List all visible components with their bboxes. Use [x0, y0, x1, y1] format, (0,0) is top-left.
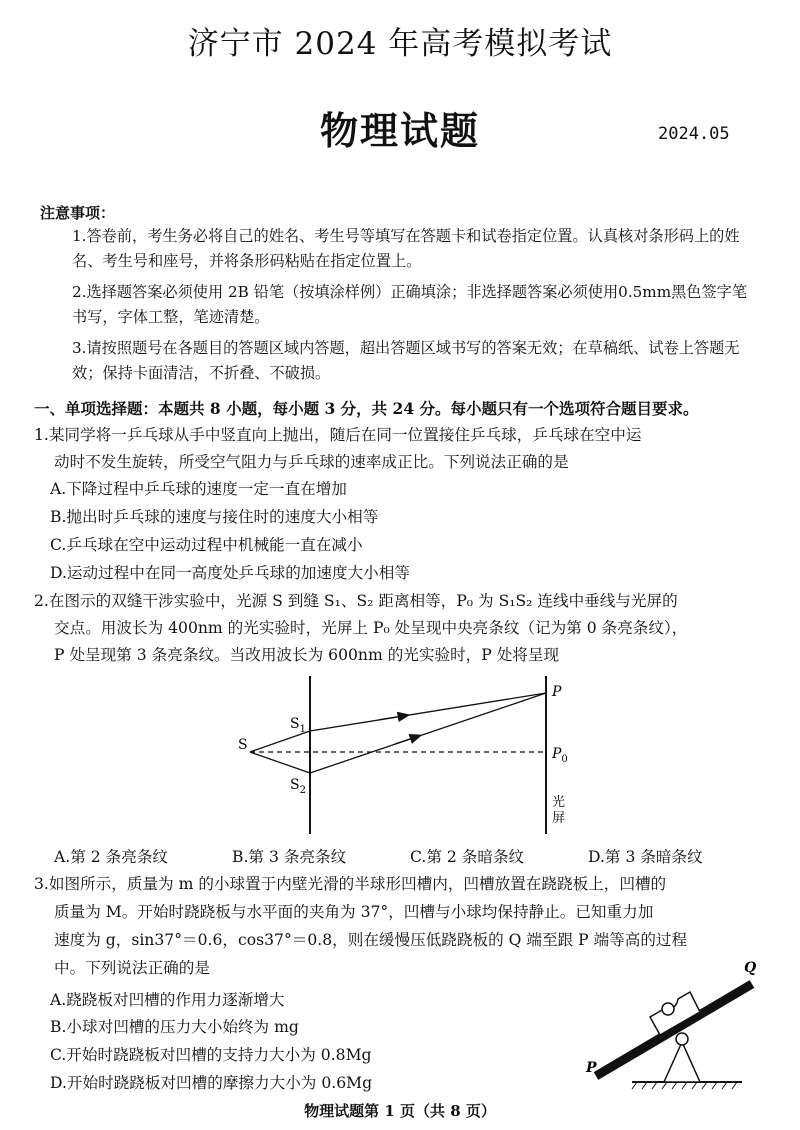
notice-heading: 注意事项：: [40, 204, 116, 222]
subject-title: 物理试题: [319, 108, 480, 153]
double-slit-diagram: [230, 676, 590, 841]
notice-item-1-text: 1.答卷前，考生务必将自己的姓名、考生号等填写在答题卡和试卷指定位置。认真核对条形码上的姓名、考生号和座号，并将条形码粘贴在指定位置上。: [72, 227, 740, 270]
question-2-stem: [34, 588, 769, 669]
section-1-title: 一、单项选择题：本题共 8 小题，每小题 3 分，共 24 分。每小题只有一个选项符合题目要求。: [34, 399, 699, 418]
exam-title: 济宁市 2024 年高考模拟考试: [187, 26, 613, 62]
question-1-stem: [34, 422, 769, 476]
label-p: P: [586, 1060, 597, 1076]
notice-item-3-text: 3.请按照题号在各题目的答题区域内答题，超出答题区域书写的答案无效；在草稿纸、试卷上答题无效；保持卡面清洁，不折叠、不破损。: [72, 339, 740, 382]
label-q: Q: [744, 960, 757, 976]
question-3-option-d: D.开始时跷跷板对凹槽的摩擦力大小为 0.6Mg: [50, 1074, 373, 1092]
seesaw-diagram: [582, 954, 782, 1094]
question-2-option-a: A.第 2 条亮条纹: [54, 848, 169, 866]
ray-s1-to-p: [310, 693, 546, 731]
label-p0: $P_0$: [552, 746, 568, 765]
ray-s-to-s2: [250, 752, 310, 773]
question-3-line-1: 3.如图所示，质量为 m 的小球置于内壁光滑的半球形凹槽内，凹槽放置在跷跷板上，凹槽的: [34, 875, 667, 893]
question-3-option-a: A.跷跷板对凹槽的作用力逐渐增大: [50, 991, 285, 1009]
seesaw-pivot: [676, 1033, 688, 1045]
label-p: P: [552, 684, 562, 700]
question-3-option-c: C.开始时跷跷板对凹槽的支持力大小为 0.8Mg: [50, 1046, 372, 1064]
label-s1: $S_1$: [290, 716, 306, 735]
notice-item-3: [36, 336, 761, 386]
ray-s1-arrow: [380, 715, 408, 720]
question-3-line-2: 质量为 M。开始时跷跷板与水平面的夹角为 37°，凹槽与小球均保持静止。已知重力加: [54, 903, 654, 921]
notice-item-2: [36, 280, 761, 330]
ray-s2-to-p: [310, 693, 546, 773]
question-2-line-2: 交点。用波长为 400nm 的光实验时，光屏上 P₀ 处呈现中央亮条纹（记为第 0 条亮条纹），: [54, 619, 688, 637]
notice-item-1: [36, 224, 761, 274]
label-s: S: [238, 737, 248, 753]
screen-label-1: 光: [552, 795, 566, 810]
question-2-line-1: 2.在图示的双缝干涉实验中，光源 S 到缝 S₁、S₂ 距离相等，P₀ 为 S₁S₂ 连线中垂线与光屏的: [34, 592, 678, 610]
question-2-option-b: B.第 3 条亮条纹: [232, 848, 347, 866]
question-1-option-c: C.乒乓球在空中运动过程中机械能一直在减小: [50, 536, 363, 554]
notice-item-2-text: 2.选择题答案必须使用 2B 铅笔（按填涂样例）正确填涂；非选择题答案必须使用0.5mm黑色签字笔书写，字体工整，笔迹清楚。: [72, 283, 748, 326]
question-3-option-b: B.小球对凹槽的压力大小始终为 mg: [50, 1018, 299, 1036]
question-1-line-2: 动时不发生旋转，所受空气阻力与乒乓球的速率成正比。下列说法正确的是: [54, 453, 569, 471]
question-1-option-a: A.下降过程中乒乓球的速度一定一直在增加: [50, 480, 347, 498]
question-1-option-b: B.抛出时乒乓球的速度与接住时的速度大小相等: [50, 508, 379, 526]
small-ball: [662, 1003, 674, 1015]
question-3-line-3: 速度为 g，sin37°＝0.6，cos37°＝0.8，则在缓慢压低跷跷板的 Q 端至跟 P 端等高的过程: [54, 931, 688, 949]
question-2-option-d: D.第 3 条暗条纹: [588, 848, 703, 866]
question-1-option-d: D.运动过程中在同一高度处乒乓球的加速度大小相等: [50, 564, 410, 582]
screen-label-2: 屏: [552, 811, 566, 826]
question-2-line-3: P 处呈现第 3 条亮条纹。当改用波长为 600nm 的光实验时，P 处将呈现: [54, 646, 560, 664]
question-3-line-4: 中。下列说法正确的是: [54, 959, 210, 977]
exam-date: 2024.05: [658, 124, 730, 144]
ray-s2-arrow: [395, 736, 420, 744]
label-s2: $S_2$: [290, 777, 306, 796]
seesaw-pivot-stand: [664, 1042, 700, 1082]
page-footer: 物理试题第 1 页（共 8 页）: [304, 1102, 496, 1120]
ground-hatching: [632, 1082, 737, 1089]
question-2-option-c: C.第 2 条暗条纹: [410, 848, 525, 866]
question-1-line-1: 1.某同学将一乒乓球从手中竖直向上抛出，随后在同一位置接住乒乓球，乒乓球在空中运: [34, 426, 642, 444]
